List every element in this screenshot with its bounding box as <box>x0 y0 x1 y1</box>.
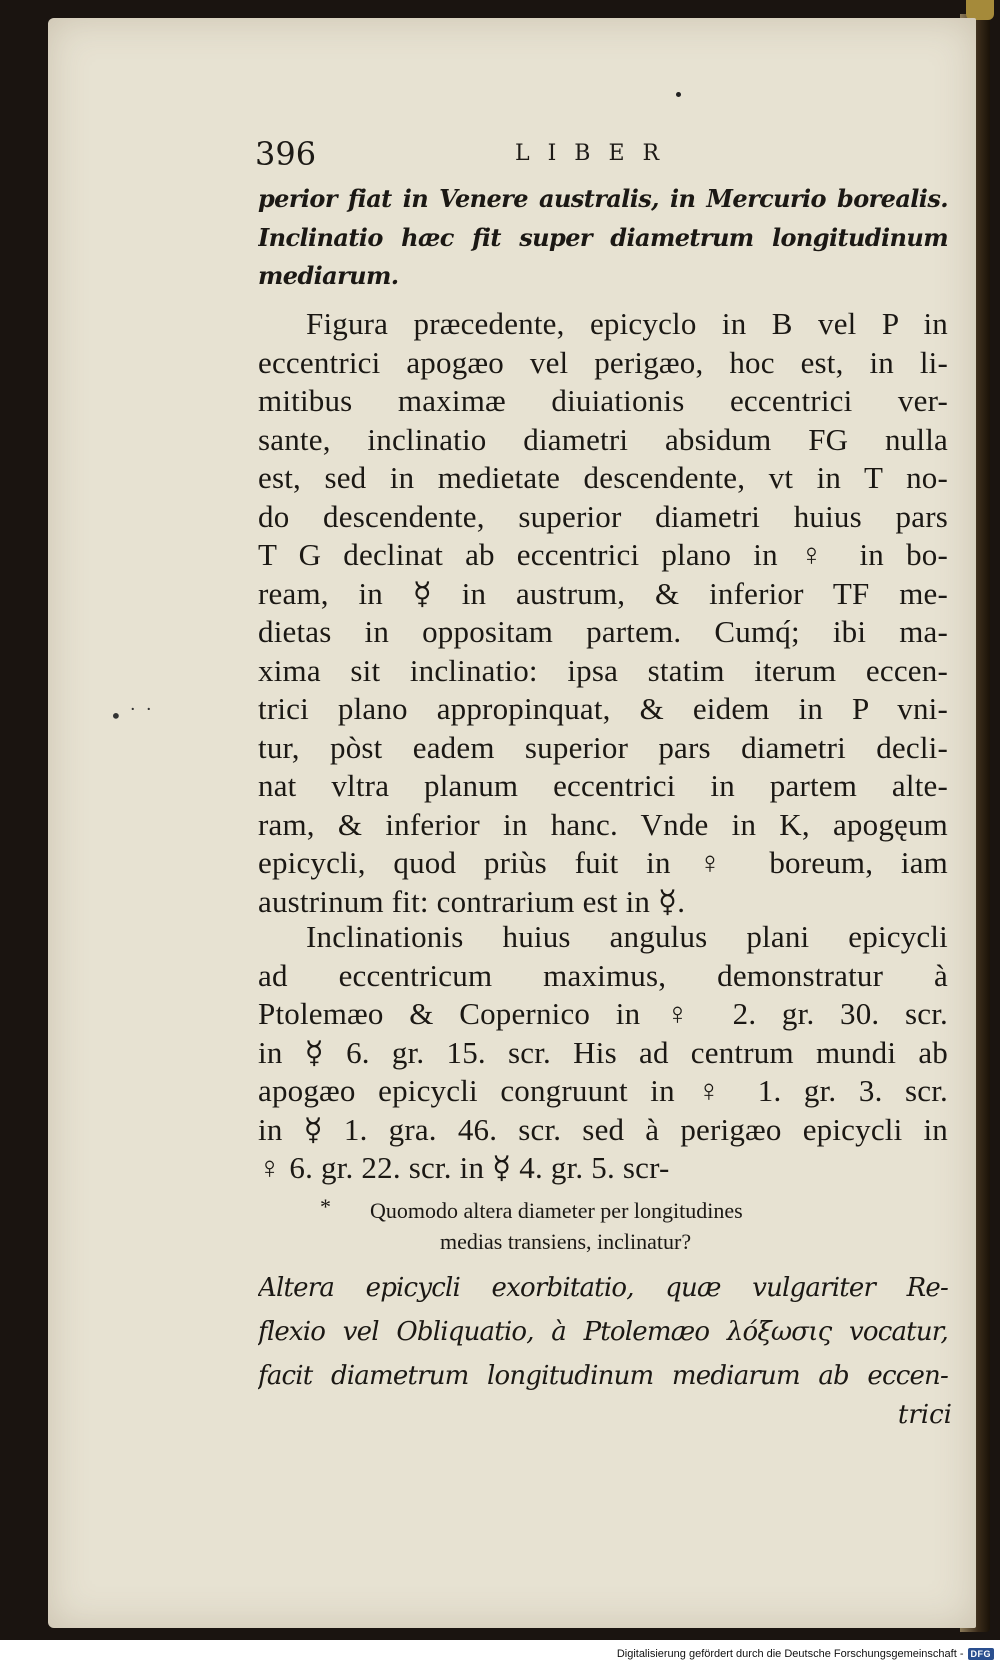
text-line: in ☿ 6. gr. 15. scr. His ad centrum mundi ab <box>258 1034 948 1070</box>
text-line: eccentrici apogæo vel perigæo, hoc est, in li- <box>258 344 948 380</box>
footer-text: Digitalisierung gefördert durch die Deutsche Forschungsgemeinschaft - <box>616 1648 964 1660</box>
text-line: est, sed in medietate descendente, vt in T no- <box>258 460 948 495</box>
text-line: mitibus maximæ diuiationis eccentrici ver- <box>258 383 948 418</box>
margin-mark: •˙˙ <box>110 704 160 728</box>
text-line: nat vltra planum eccentrici in partem alte- <box>258 768 948 803</box>
text-line: xima sit inclinatio: ipsa statim iterum eccen- <box>258 652 948 688</box>
italic-paragraph <box>258 1266 948 1398</box>
text-line: do descendente, superior diametri huius pars <box>258 498 948 534</box>
text-line: Inclinatio hæc fit super diametrum longitudinum <box>258 222 948 252</box>
text-line: ream, in ☿ in austrum, & inferior TF me- <box>258 575 948 611</box>
text-line: in ☿ 1. gra. 46. scr. sed à perigæo epicycli in <box>258 1111 948 1147</box>
text-line: Figura præcedente, epicyclo in B vel P in <box>306 306 948 341</box>
text-line: austrinum fit: contrarium est in ☿. <box>258 883 686 919</box>
intro-italic-block <box>258 180 948 296</box>
text-line: facit diametrum longitudinum mediarum ab eccen- <box>258 1361 948 1391</box>
text-line: ad eccentricum maximus, demonstratur à <box>258 957 948 993</box>
running-title: LIBER <box>515 141 678 166</box>
note-line: Quomodo altera diameter per longitudines <box>370 1198 743 1223</box>
paragraph-2 <box>258 918 948 1188</box>
text-line: Ptolemæo & Copernico in ♀ 2. gr. 30. scr. <box>258 996 948 1031</box>
dfg-logo: DFG <box>968 1648 995 1660</box>
text-line: ram, & inferior in hanc. Vnde in K, apogęum <box>258 806 948 842</box>
text-line: Altera epicycli exorbitatio, quæ vulgariter Re- <box>258 1273 948 1303</box>
paragraph-1 <box>258 305 948 921</box>
text-line: mediarum. <box>258 261 399 290</box>
text-line: dietas in oppositam partem. Cumq́; ibi ma- <box>258 614 948 649</box>
text-line: T G declinat ab eccentrici plano in ♀ in bo- <box>258 537 948 572</box>
text-line: epicycli, quod priùs fuit in ♀ boreum, iam <box>258 845 948 880</box>
text-line: Inclinationis huius angulus plani epicycli <box>306 919 948 954</box>
text-line: perior fiat in Venere australis, in Mercurio borealis. <box>258 184 948 213</box>
marginal-question-note <box>320 1194 930 1257</box>
text-line: apogæo epicycli congruunt in ♀ 1. gr. 3. scr. <box>258 1073 948 1108</box>
digitization-footer <box>617 1648 994 1660</box>
page-number: 396 <box>255 135 317 173</box>
note-line: medias transiens, inclinatur? <box>440 1229 692 1254</box>
text-line: trici plano appropinquat, & eidem in P vni- <box>258 691 948 726</box>
text-line: tur, pòst eadem superior pars diametri decli- <box>258 729 948 765</box>
note-asterisk: * <box>320 1194 331 1219</box>
ink-dot <box>676 92 681 97</box>
binding-mark <box>966 0 994 20</box>
text-line: sante, inclinatio diametri absidum FG nulla <box>258 421 948 457</box>
text-line: flexio vel Obliquatio, à Ptolemæo λόξωσις vocatur, <box>258 1317 948 1347</box>
text-line: ♀ 6. gr. 22. scr. in ☿ 4. gr. 5. scr- <box>258 1150 670 1185</box>
catchword: trici <box>897 1400 952 1430</box>
page-header <box>255 135 935 175</box>
